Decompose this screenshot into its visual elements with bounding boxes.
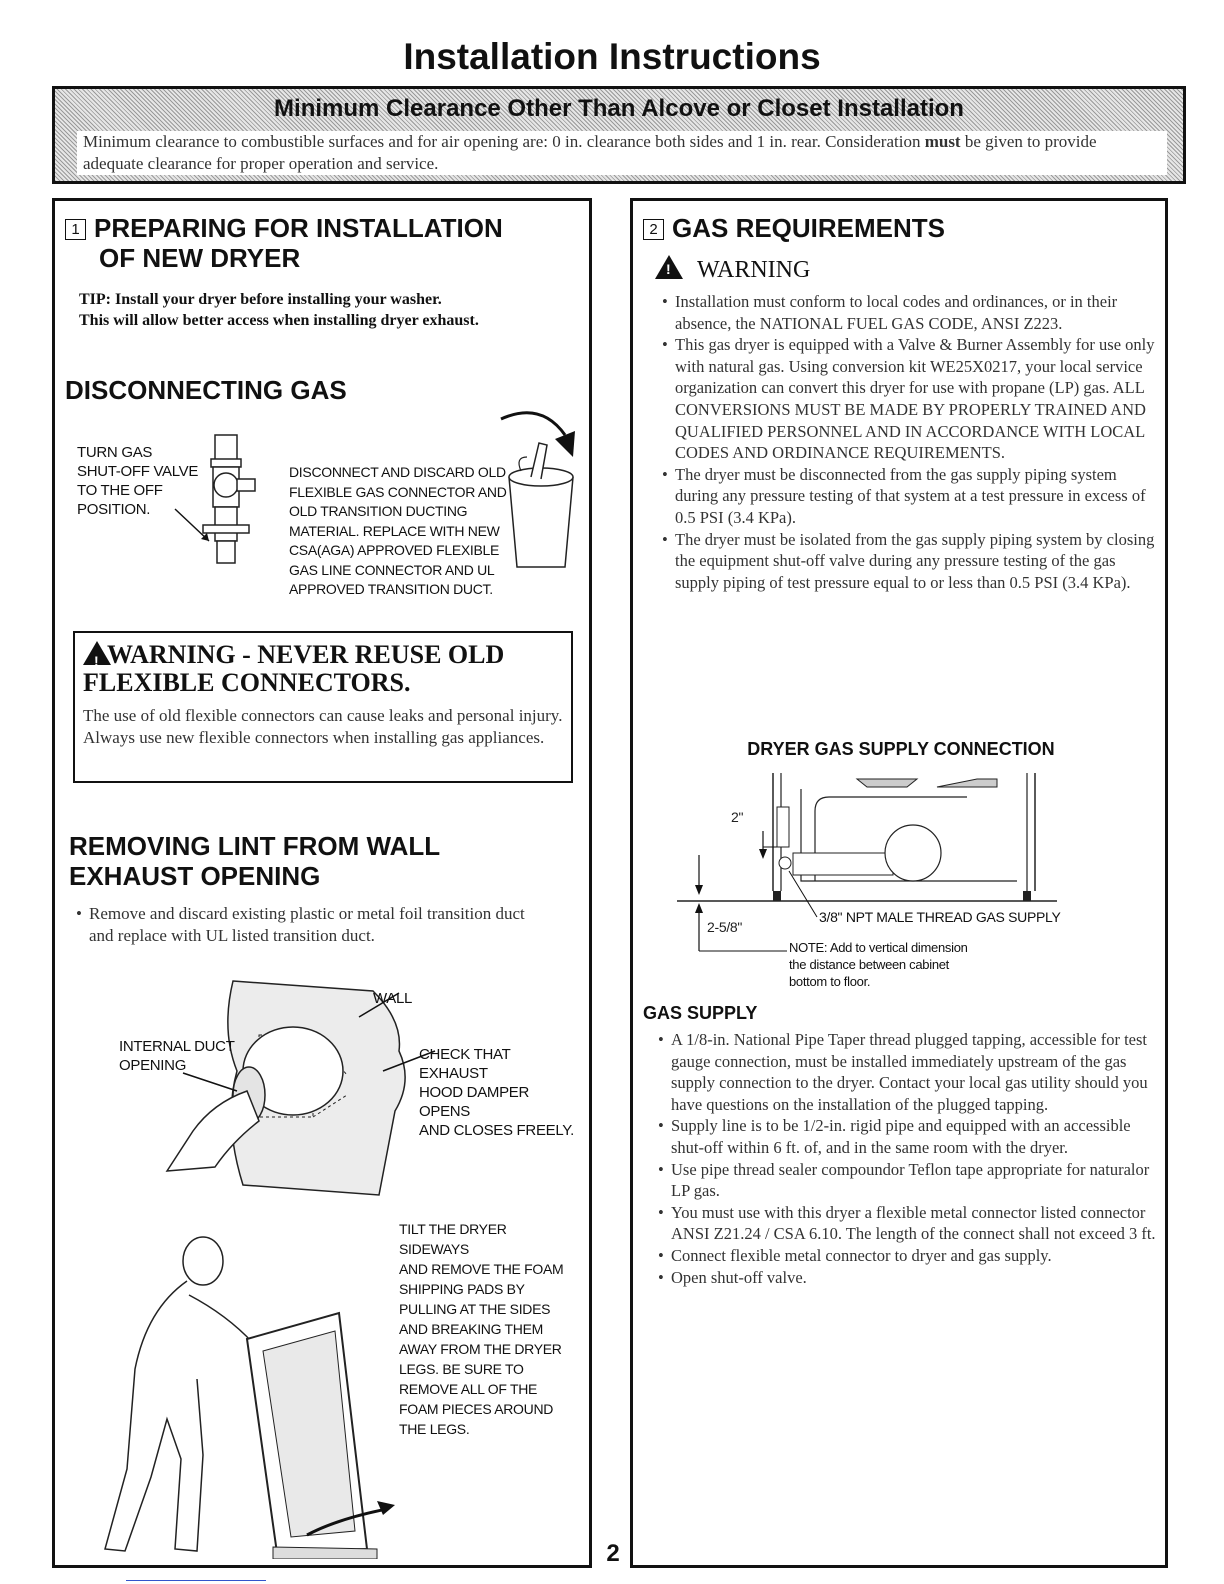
discard-label-line: GAS LINE CONNECTOR AND UL: [289, 561, 495, 578]
section-1-content: [63, 209, 581, 1557]
hood-label-line: HOOD DAMPER OPENS: [419, 1084, 530, 1120]
gas-req-bullet: • This gas dryer is equipped with a Valve & Burner Assembly for use only with natural gas. Using conversion kit WE25X0217, your local service organization can convert this dryer for use with propane (LP) gas. ALL CONVERSIONS MUST BE MADE BY PROPERLY TRAINED AND QUALIFIED PERSONNEL AND IN ACCORDANCE WITH LOCAL CODES AND ORDINANCE REQUIREMENTS.: [675, 334, 1157, 464]
section-1-heading-line2: OF NEW DRYER: [99, 243, 301, 273]
page-title: Installation Instructions: [403, 36, 821, 77]
note-line: the distance between cabinet: [789, 957, 949, 972]
trash-can-illustration: [481, 401, 589, 581]
gas-req-bullet: • The dryer must be isolated from the gas supply piping system by closing the equipment shut-off valve during any pressure testing of the gas supply piping of test pressure equal to or less than 0.5 PSI (3.4 KPa).: [675, 529, 1157, 594]
wall-label: WALL: [373, 990, 413, 1007]
gas-supply-bullet: • You must use with this dryer a flexible metal connector listed connector ANSI Z21.24 / CSA 6.10. The length of the connect shall not exceed 3 ft.: [671, 1202, 1157, 1245]
warning-title-line1: WARNING - NEVER REUSE OLD: [107, 640, 505, 669]
discard-label-line: OLD TRANSITION DUCTING: [289, 503, 468, 519]
gas-supply-panel: [641, 999, 1161, 1563]
clearance-heading: Minimum Clearance Other Than Alcove or Closet Installation: [274, 95, 964, 122]
note-label: [789, 939, 968, 990]
clearance-box: [52, 86, 1186, 184]
clearance-text-2: be given to provide adequate clearance for proper operation and service.: [83, 132, 1097, 173]
tilt-dryer-illustration: [77, 1219, 427, 1559]
tip-line-1: TIP: Install your dryer before installing your washer.: [79, 291, 442, 308]
gas-req-bullet: • The dryer must be disconnected from the gas supply piping system during any pressure testing of that system at a test pressure in excess of 0.5 PSI (3.4 KPa).: [675, 464, 1157, 529]
page-number: 2: [606, 1540, 620, 1567]
note-line: bottom to floor.: [789, 974, 871, 989]
lint-bullet: • Remove and discard existing plastic or metal foil transition duct and replace with UL listed transition duct.: [89, 903, 535, 946]
note-line: NOTE: Add to vertical dimension: [789, 940, 968, 955]
valve-label-line: SHUT-OFF VALVE: [77, 463, 199, 480]
dim-2-label: 2": [731, 809, 744, 825]
section-2-number: 2: [643, 219, 664, 240]
lint-heading-line1: REMOVING LINT FROM WALL: [69, 831, 441, 861]
gas-req-bullet: • Installation must conform to local codes and ordinances, or in their absence, the NATIONAL FUEL GAS CODE, ANSI Z223.: [675, 291, 1157, 334]
warning-title-line2: FLEXIBLE CONNECTORS.: [83, 668, 411, 697]
tilt-label-line: AND REMOVE THE FOAM: [399, 1261, 564, 1277]
hood-label-line: AND CLOSES FREELY.: [419, 1122, 574, 1139]
npt-label: 3/8" NPT MALE THREAD GAS SUPPLY: [819, 909, 1061, 925]
gas-supply-bullet: • A 1/8-in. National Pipe Taper thread plugged tapping, accessible for test gauge connection, must be installed immediately upstream of the gas supply connection to the dryer. Contact your local gas utility should you have questions on the installation of the plugged tapping.: [671, 1029, 1157, 1115]
gas-supply-heading: GAS SUPPLY: [643, 1003, 758, 1023]
tilt-label: [399, 1219, 579, 1439]
section-1-heading-line1: PREPARING FOR INSTALLATION: [94, 213, 503, 243]
footer-rule: [126, 1580, 266, 1581]
section-2-heading-text: GAS REQUIREMENTS: [672, 213, 946, 243]
discard-label-line: CSA(AGA) APPROVED FLEXIBLE: [289, 542, 500, 558]
section-2-content: [641, 209, 1157, 1557]
valve-label-line: TURN GAS: [77, 444, 153, 461]
valve-label-line: TO THE OFF: [77, 482, 163, 499]
warning-triangle-icon: !: [655, 255, 683, 279]
tilt-label-line: TILT THE DRYER SIDEWAYS: [399, 1221, 507, 1257]
valve-label-line: POSITION.: [77, 501, 151, 518]
clearance-body: [77, 131, 1167, 175]
tilt-label-line: SHIPPING PADS BY: [399, 1281, 525, 1297]
tilt-label-line: LEGS. BE SURE TO: [399, 1361, 524, 1377]
lint-heading-line2: EXHAUST OPENING: [69, 861, 321, 891]
lint-bullet-text: [75, 903, 535, 969]
section-1-panel: [52, 198, 592, 1568]
discard-label-line: MATERIAL. REPLACE WITH NEW: [289, 522, 500, 539]
tilt-label-line: AWAY FROM THE DRYER: [399, 1341, 562, 1357]
gas-valve-illustration: [173, 429, 283, 569]
discard-label-line: DISCONNECT AND DISCARD OLD: [289, 464, 506, 480]
dim-258-label: 2-5/8": [707, 919, 743, 935]
section-2-heading: [643, 213, 945, 243]
gas-warning-title: [655, 255, 810, 284]
section-2-panel: [630, 198, 1168, 1568]
gas-supply-bullet: • Use pipe thread sealer compoundor Teflon tape appropriate for naturalor LP gas.: [671, 1159, 1157, 1202]
warning-box: [73, 631, 573, 783]
disconnecting-gas-heading: DISCONNECTING GAS: [65, 375, 347, 405]
tilt-label-line: REMOVE ALL OF THE: [399, 1381, 538, 1397]
gas-supply-bullets: [657, 1029, 1157, 1288]
tip-text: [79, 289, 579, 331]
discard-label-line: APPROVED TRANSITION DUCT.: [289, 581, 493, 597]
warning-body: The use of old flexible connectors can cause leaks and personal injury. Always use new flexible connectors when installing gas appliances.: [83, 706, 563, 747]
warning-icon: !: [83, 641, 111, 665]
gas-requirements-bullets: [661, 291, 1157, 593]
gas-supply-bullet: • Connect flexible metal connector to dryer and gas supply.: [671, 1245, 1157, 1267]
clearance-text-1: Minimum clearance to combustible surfaces and for air opening are: 0 in. clearance both sides and 1 in. rear. Consideration: [83, 132, 921, 151]
diagram-title: DRYER GAS SUPPLY CONNECTION: [747, 739, 1055, 759]
duct-label: [119, 1037, 249, 1075]
warning-word: WARNING: [697, 257, 811, 283]
gas-supply-bullet: • Open shut-off valve.: [671, 1267, 1157, 1289]
tilt-label-line: AND BREAKING THEM: [399, 1321, 543, 1337]
duct-label-line: INTERNAL DUCT: [119, 1038, 235, 1055]
hood-label-line: CHECK THAT EXHAUST: [419, 1046, 511, 1082]
clearance-must: must: [924, 132, 961, 151]
gas-supply-bullet: • Supply line is to be 1/2-in. rigid pipe and equipped with an accessible shut-off within 6 ft. of, and in the same room with the dryer.: [671, 1115, 1157, 1158]
lint-heading: [69, 831, 440, 891]
warning-title: [83, 641, 504, 697]
tilt-label-line: FOAM PIECES AROUND: [399, 1401, 554, 1417]
tilt-label-line: PULLING AT THE SIDES: [399, 1301, 551, 1317]
section-1-number: 1: [65, 219, 86, 240]
tilt-label-line: THE LEGS.: [399, 1421, 470, 1437]
duct-label-line: OPENING: [119, 1057, 187, 1074]
tip-line-2: This will allow better access when installing dryer exhaust.: [79, 312, 479, 329]
section-1-heading: [65, 213, 565, 273]
hood-label: [419, 1045, 579, 1140]
discard-label-line: FLEXIBLE GAS CONNECTOR AND: [289, 483, 507, 500]
